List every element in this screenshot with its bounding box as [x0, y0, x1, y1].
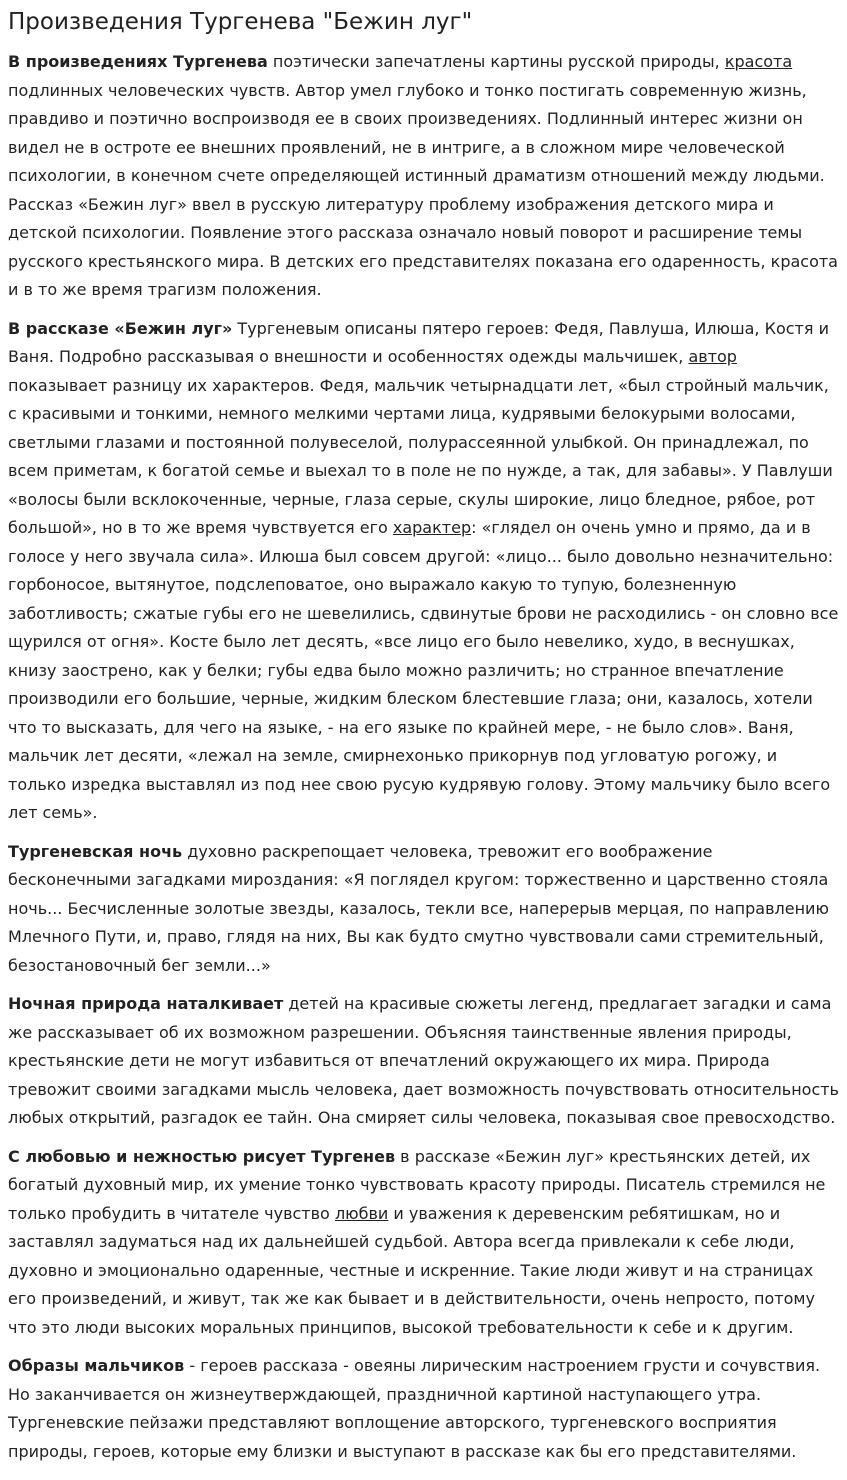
- paragraph-lead: Тургеневская ночь: [8, 841, 183, 861]
- paragraph-nature: [8, 990, 839, 1133]
- paragraph-lead: С любовью и нежностью рисует Тургенев: [8, 1146, 396, 1166]
- paragraph-text: показывает разницу их характеров. Федя, мальчик четырнадцати лет, «был стройный мальчик, с красивыми и тонкими, немного мелкими чертами лица, кудрявыми белокурыми волосами, светлыми глазами и постоянной полувеселой, полурассеянной улыбкой. Он принадлежал, по всем приметам, к богатой семье и выехал то в поле не по нужде, а так, для забавы». У Павлуши «волосы были всклокоченные, черные, глаза серые, скулы широкие, лицо бледное, рябое, рот большой», но в то же время чувствуется его: [8, 375, 833, 537]
- paragraph-love: [8, 1143, 839, 1343]
- paragraph-night: [8, 838, 839, 981]
- paragraph-lead: В рассказе «Бежин луг»: [8, 318, 233, 338]
- paragraph-text: Тургеневым описаны пятеро героев: Федя, Павлуша, Илюша, Костя и Ваня. Подробно рассказывая о внешности и особенностях одежды мальчишек,: [8, 318, 829, 366]
- paragraph-text: детей на красивые сюжеты легенд, предлагает загадки и сама же рассказывает об их возможном разрешении. Объясняя таинственные явления природы, крестьянские дети не могут избавиться от впечатлений окружающего их мира. Природа тревожит своими загадками мысль человека, дает возможность почувствовать относительность любых открытий, разгадок ее тайн. Она смиряет силы человека, показывая свое превосходство.: [8, 994, 839, 1127]
- link-krasota[interactable]: красота: [724, 52, 793, 71]
- paragraph-text: духовно раскрепощает человека, тревожит его воображение бесконечными загадками мироздания: «Я поглядел кругом: торжественно и царственно стояла ночь... Бесчисленные золотые звезды, казалось, текли все, наперерыв мерцая, по направлению Млечного Пути, и, право, глядя на них, Вы как будто смутно чувствовали сами стремительный, безостановочный бег земли...»: [8, 841, 829, 975]
- paragraph-boys: [8, 1352, 839, 1466]
- link-avtor[interactable]: автор: [688, 347, 737, 366]
- paragraph-text: - героев рассказа - овеяны лирическим настроением грусти и сочувствия. Но заканчивается он жизнеутверждающей, праздничной картиной наступающего утра. Тургеневские пейзажи представляют воплощение авторского, тургеневского восприятия природы, героев, которые ему близки и выступают в рассказе как бы его представителями.: [8, 1356, 821, 1461]
- paragraph-lead: Образы мальчиков: [8, 1356, 185, 1375]
- paragraph-text: в рассказе «Бежин луг» крестьянских детей, их богатый духовный мир, их умение тонко чувствовать красоту природы. Писатель стремился не только пробудить в читателе чувство: [8, 1146, 826, 1223]
- paragraph-intro: [8, 48, 839, 305]
- link-lyubvi[interactable]: любви: [334, 1203, 389, 1223]
- link-kharakter[interactable]: характер: [392, 518, 472, 537]
- paragraph-lead: Ночная природа наталкивает: [8, 994, 284, 1013]
- paragraph-text: подлинных человеческих чувств. Автор умел глубоко и тонко постигать современную жизнь, правдиво и поэтично воспроизводя ее в своих произведениях. Подлинный интерес жизни он видел не в остроте ее внешних проявлений, не в интриге, а в сложном мире человеческой психологии, в конечном счете определяющей истинный драматизм отношений между людьми. Рассказ «Бежин луг» ввел в русскую литературу проблему изображения детского мира и детской психологии. Появление этого рассказа означало новый поворот и расширение темы русского крестьянского мира. В детских его представителях показана его одаренность, красота и в то же время трагизм положения.: [8, 80, 838, 299]
- paragraph-text: поэтически запечатлены картины русской природы,: [267, 52, 725, 71]
- paragraph-text: : «глядел он очень умно и прямо, да и в голосе у него звучала сила». Илюша был совсем другой: «лицо... было довольно незначительно: горбоносое, вытянутое, подслеповатое, оно выражало какую то тупую, болезненную заботливость; сжатые губы его не шевелились, сдвинутые брови не расходились - он словно все щурился от огня». Косте было лет десять, «все лицо его было невелико, худо, в веснушках, книзу заострено, как у белки; губы едва было можно различить; но странное впечатление производили его большие, черные, жидким блеском блестевшие глаза; они, казалось, хотели что то высказать, для чего на языке, - на его языке по крайней мере, - не было слов». Ваня, мальчик лет десяти, «лежал на земле, смирнехонько прикорнув под угловатую рогожу, и только изредка выставлял из под нее свою русую кудрявую голову. Этому мальчику было всего лет семь».: [8, 518, 839, 822]
- paragraph-heroes: [8, 315, 839, 828]
- page-title: Произведения Тургенева "Бежин луг": [8, 9, 473, 35]
- paragraph-text: и уважения к деревенским ребятишкам, но и заставлял задуматься над их дальнейшей судьбой. Автора всегда привлекали к себе люди, духовно и эмоционально одаренные, честные и искренние. Такие люди живут и на страницах его произведений, и живут, так же как бывает и в действительности, очень непросто, потому что это люди высоких моральных принципов, высокой требовательности к себе и к другим.: [8, 1203, 815, 1337]
- paragraph-lead: В произведениях Тургенева: [8, 52, 268, 71]
